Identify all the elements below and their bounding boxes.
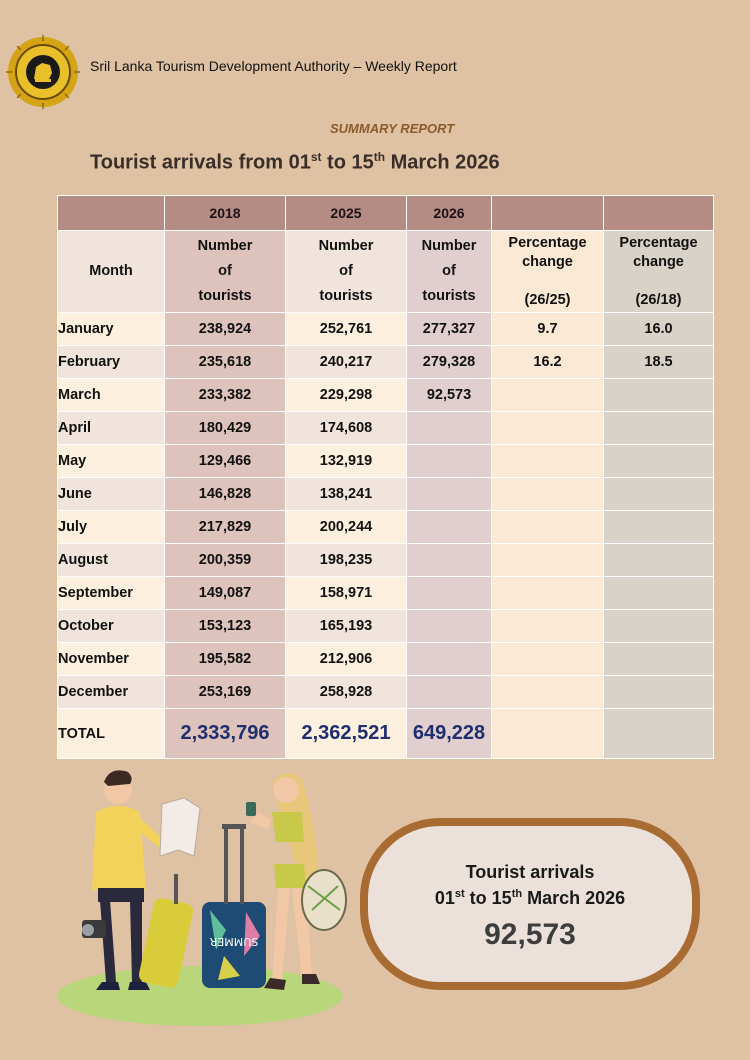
month-cell: June <box>58 478 165 511</box>
pct-26-25-cell <box>492 445 604 478</box>
pct-26-18-cell <box>604 544 714 577</box>
value-2025-cell: 258,928 <box>286 676 407 709</box>
value-2025-cell: 212,906 <box>286 643 407 676</box>
table-row <box>58 676 714 709</box>
value-2026-cell: 279,328 <box>407 346 492 379</box>
report-header <box>0 0 750 110</box>
callout-value: 92,573 <box>484 918 576 951</box>
total-row <box>58 709 714 759</box>
pct-26-18-cell <box>604 676 714 709</box>
table-row <box>58 577 714 610</box>
value-2025-cell: 229,298 <box>286 379 407 412</box>
value-2018-cell: 233,382 <box>165 379 286 412</box>
pct-26-18-cell <box>604 577 714 610</box>
tourists-header-2026: Number of tourists <box>407 231 492 313</box>
table-row <box>58 511 714 544</box>
month-cell: February <box>58 346 165 379</box>
pct-26-25-cell <box>492 643 604 676</box>
map-icon <box>160 798 200 856</box>
month-cell: May <box>58 445 165 478</box>
total-2026: 649,228 <box>407 709 492 759</box>
pct-26-25-cell <box>492 544 604 577</box>
callout-title: Tourist arrivals <box>465 862 595 882</box>
value-2018-cell: 238,924 <box>165 313 286 346</box>
pct-26-18-cell <box>604 445 714 478</box>
pct-26-25-cell <box>492 478 604 511</box>
table-row <box>58 610 714 643</box>
year-header-blank <box>58 196 165 231</box>
table-row <box>58 412 714 445</box>
sltda-logo-icon <box>6 35 80 109</box>
tourists-header-2025: Number of tourists <box>286 231 407 313</box>
pct-26-18-cell <box>604 412 714 445</box>
table-row <box>58 478 714 511</box>
value-2025-cell: 165,193 <box>286 610 407 643</box>
total-label: TOTAL <box>58 709 165 759</box>
month-cell: April <box>58 412 165 445</box>
callout-date-range: 01st to 15th March 2026 <box>434 888 626 908</box>
arrivals-callout <box>360 818 700 990</box>
year-header-blank <box>492 196 604 231</box>
pct-26-25-cell <box>492 379 604 412</box>
pct-26-25-cell: 16.2 <box>492 346 604 379</box>
value-2018-cell: 235,618 <box>165 346 286 379</box>
value-2026-cell <box>407 544 492 577</box>
value-2026-cell: 92,573 <box>407 379 492 412</box>
value-2018-cell: 149,087 <box>165 577 286 610</box>
value-2026-cell <box>407 610 492 643</box>
month-cell: December <box>58 676 165 709</box>
value-2026-cell <box>407 643 492 676</box>
pct-26-25-cell <box>492 676 604 709</box>
report-title: Tourist arrivals from 01st to 15th March 2026 <box>90 150 500 174</box>
value-2018-cell: 180,429 <box>165 412 286 445</box>
travelers-illustration <box>50 760 360 1040</box>
value-2026-cell <box>407 676 492 709</box>
pct-26-18-cell <box>604 478 714 511</box>
summer-suitcase-icon <box>202 824 266 988</box>
total-pct-26-25 <box>492 709 604 759</box>
month-cell: September <box>58 577 165 610</box>
pct-26-18-cell <box>604 610 714 643</box>
suitcase-text: SUMMER <box>209 935 259 948</box>
pct-26-18-cell <box>604 643 714 676</box>
pct-26-25-cell <box>492 412 604 445</box>
value-2025-cell: 200,244 <box>286 511 407 544</box>
value-2018-cell: 153,123 <box>165 610 286 643</box>
value-2018-cell: 195,582 <box>165 643 286 676</box>
month-cell: November <box>58 643 165 676</box>
value-2026-cell <box>407 478 492 511</box>
tourists-header-2018: Number of tourists <box>165 231 286 313</box>
value-2025-cell: 132,919 <box>286 445 407 478</box>
value-2018-cell: 200,359 <box>165 544 286 577</box>
arrivals-table <box>57 195 714 759</box>
month-cell: January <box>58 313 165 346</box>
value-2018-cell: 253,169 <box>165 676 286 709</box>
month-cell: July <box>58 511 165 544</box>
value-2018-cell: 146,828 <box>165 478 286 511</box>
value-2025-cell: 252,761 <box>286 313 407 346</box>
total-2025: 2,362,521 <box>286 709 407 759</box>
table-row <box>58 445 714 478</box>
month-cell: March <box>58 379 165 412</box>
value-2026-cell <box>407 577 492 610</box>
value-2026-cell <box>407 412 492 445</box>
year-header-blank <box>604 196 714 231</box>
pct-26-18-cell: 16.0 <box>604 313 714 346</box>
year-header-row <box>58 196 714 231</box>
total-pct-26-18 <box>604 709 714 759</box>
table-row <box>58 346 714 379</box>
year-header-2025: 2025 <box>286 196 407 231</box>
pct-26-18-cell <box>604 379 714 412</box>
pct-26-25-cell <box>492 511 604 544</box>
value-2025-cell: 138,241 <box>286 478 407 511</box>
value-2026-cell <box>407 445 492 478</box>
pct-26-25-cell <box>492 577 604 610</box>
value-2018-cell: 129,466 <box>165 445 286 478</box>
pct-26-25-cell: 9.7 <box>492 313 604 346</box>
total-2018: 2,333,796 <box>165 709 286 759</box>
table-row <box>58 379 714 412</box>
pct-change-header-26-18: Percentage change (26/18) <box>604 231 714 313</box>
value-2025-cell: 240,217 <box>286 346 407 379</box>
table-body <box>58 313 714 709</box>
organization-title: Sril Lanka Tourism Development Authority – Weekly Report <box>90 58 457 74</box>
year-header-2026: 2026 <box>407 196 492 231</box>
pct-26-18-cell: 18.5 <box>604 346 714 379</box>
value-2025-cell: 174,608 <box>286 412 407 445</box>
table-row <box>58 313 714 346</box>
column-header-row <box>58 231 714 313</box>
table-row <box>58 643 714 676</box>
month-cell: October <box>58 610 165 643</box>
pct-26-18-cell <box>604 511 714 544</box>
value-2018-cell: 217,829 <box>165 511 286 544</box>
table-row <box>58 544 714 577</box>
value-2026-cell: 277,327 <box>407 313 492 346</box>
pct-26-25-cell <box>492 610 604 643</box>
year-header-2018: 2018 <box>165 196 286 231</box>
pct-change-header-26-25: Percentage change (26/25) <box>492 231 604 313</box>
summary-report-label: SUMMARY REPORT <box>330 121 455 136</box>
month-cell: August <box>58 544 165 577</box>
month-header: Month <box>58 231 165 313</box>
value-2026-cell <box>407 511 492 544</box>
value-2025-cell: 198,235 <box>286 544 407 577</box>
value-2025-cell: 158,971 <box>286 577 407 610</box>
